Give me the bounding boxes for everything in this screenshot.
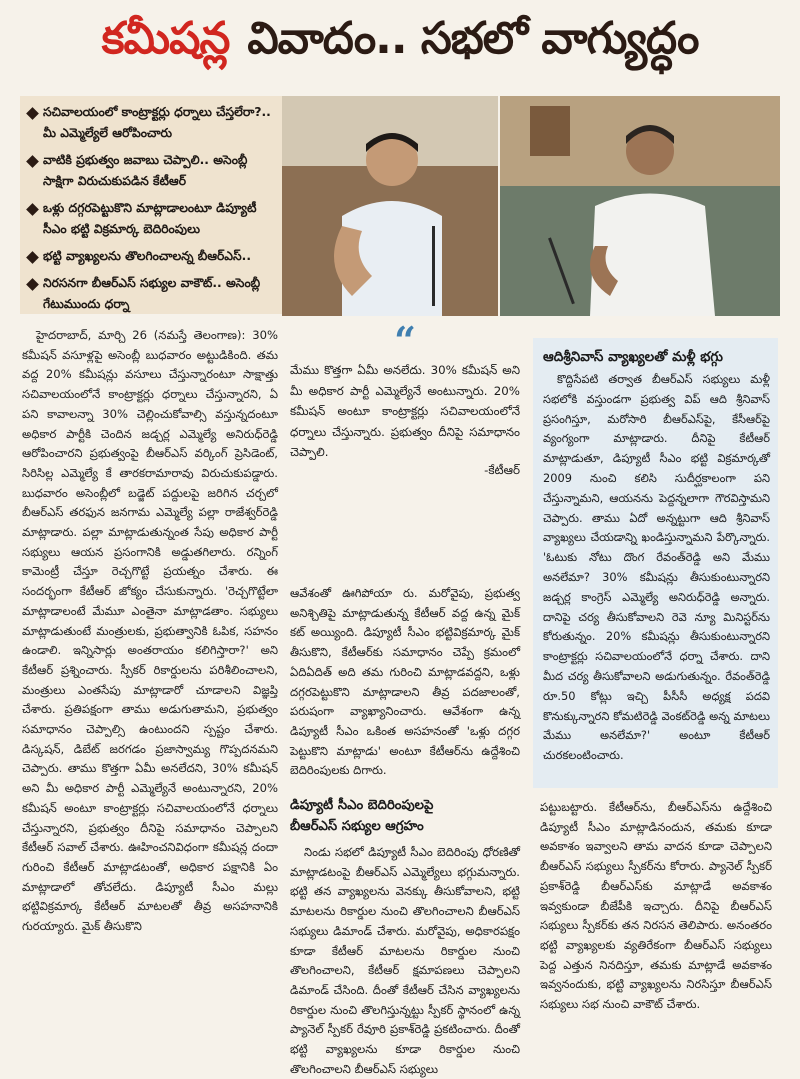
sidebar-box — [533, 338, 778, 788]
sidebar-paragraph: కొద్దిసేపటి తర్వాత బీఆర్‌ఎస్ సభ్యులు మళ్లీ సభలోకి వస్తుండగా ప్రభుత్వ విప్ ఆది శ్రీనివాస్ ప్రసంగిస్తూ, మరోసారి బీఆర్‌ఎస్‌పై, కేసీఆర్‌పై వ్యంగ్యంగా మాట్లాడారు. దీనిపై కేటీఆర్ మాట్లాడుతూ, డిప్యూటీ సీఎం భట్టి విక్రమార్కతో 2009 నుంచి కలిసి సుదీర్ఘకాలంగా పని చేస్తున్నామని, ఆయనను పెద్దన్నలాగా గౌరవిస్తామని చెప్పారు. తాము ఏదో అన్నట్టుగా ఆది శ్రీనివాస్ వ్యాఖ్యలు చేయడాన్ని ఖండిస్తున్నామని పేర్కొన్నారు. 'ఓటుకు నోటు దొంగ రేవంత్‌రెడ్డి అని మేము అనలేమా? 30% కమీషన్లు తీసుకుంటున్నారని జడ్చర్ల కాంగ్రెస్ ఎమ్మెల్యే అనిరుధ్‌రెడ్డి అన్నారు. దానిపై చర్య తీసుకోవాలని రెవె న్యూ మినిస్టర్‌ను కోరుతున్నం. 20% కమీషన్లు తీసుకుంటున్నారని కాంట్రాక్టర్లు సచివాలయంలోనే ధర్నా చేశారు. దాని మీద చర్య తీసుకోవాలని అడుగుతున్నం. రేవంత్‌రెడ్డి రూ.50 కోట్లు ఇచ్చి పీసీసీ అధ్యక్ష పదవి కొనుక్కున్నారని కోమటిరెడ్డి వెంకట్‌రెడ్డి అన్న మాటలు మేము అనలేమా?' అంటూ కేటీఆర్ చురకలంటించారు. — [543, 372, 770, 763]
headline-part2: వివాదం.. సభలో వాగ్యుద్ధం — [247, 13, 699, 64]
highlight-item — [28, 102, 274, 144]
highlight-text: నిరసనగా బీఆర్‌ఎస్ సభ్యుల వాకౌట్.. అసెంబ్లీ గేటుముందు ధర్నా — [43, 276, 261, 311]
photo-speaker-bhatti — [500, 96, 780, 316]
article-column-2 — [290, 584, 520, 1079]
quote-attribution: -కేటీఆర్ — [484, 462, 520, 477]
article-paragraph: ఆవేశంతో ఊగిపోయా రు. మరోవైపు, ప్రభుత్వ అనిశ్చితిపై మాట్లాడుతున్న కేటీఆర్ వద్ద ఉన్న మైక్ కట్ అయ్యింది. డిప్యూటీ సీఎం భట్టివిక్రమార్క మైక్ తీసుకొని, కేటీఆర్‌కు సమాధానం చెప్పే క్రమంలో ఏదిఏదిత్ అది తమ గురించి మాట్లాడవద్దని, ఒళ్లు దగ్గరపెట్టుకొని మాట్లాడాలని తీవ్ర పదజాలంతో, పరుషంగా వ్యాఖ్యానించారు. ఆవేశంగా ఉన్న డిప్యూటీ సీఎం ఒకింత అసహనంతో 'ఒళ్లు దగ్గర పెట్టుకొని మాట్లాడు' అంటూ కేటీఆర్‌ను ఉద్దేశించి బెదిరింపులకు దిగారు. — [290, 586, 520, 778]
diamond-bullet-icon — [26, 155, 39, 168]
highlight-text: భట్టి వ్యాఖ్యలను తొలగించాలన్న బీఆర్‌ఎస్.. — [43, 249, 252, 263]
highlight-text: వాటికి ప్రభుత్వం జవాబు చెప్పాలి.. అసెంబ్లీ సాక్షిగా విరుచుకుపడిన కేటీఆర్ — [43, 153, 248, 188]
article-column-1 — [22, 326, 278, 937]
quote-text: మేము కొత్తగా ఏమీ అనలేదు. 30% కమీషన్ అని మీ అధికార పార్టీ ఎమ్మెల్యేనే అంటున్నారు. 20% కమీషన్ అంటూ కాంట్రాక్టర్లు సచివాలయంలోనే ధర్నాలు చేస్తున్నారు. ప్రభుత్వం దీనిపై సమాధానం చెప్పాలి. — [290, 363, 520, 459]
highlight-text: ఒళ్లు దగ్గరపెట్టుకొని మాట్లాడాలంటూ డిప్యూటీ సీఎం భట్టి విక్రమార్క బెదిరింపులు — [43, 201, 257, 236]
highlight-text: సచివాలయంలో కాంట్రాక్టర్లు ధర్నాలు చేస్తలేరా?.. మీ ఎమ్మెల్యేలే ఆరోపించారు — [43, 105, 271, 140]
highlight-item — [28, 198, 274, 240]
subheading-deputy-cm: డిప్యూటీ సీఎం బెదిరింపులపై — [290, 798, 434, 814]
sidebar-body — [543, 370, 770, 766]
headline — [0, 0, 800, 88]
highlight-item — [28, 246, 274, 267]
quote-mark-icon: “ — [394, 318, 416, 363]
article-paragraph: నిండు సభలో డిప్యూటీ సీఎం బెదిరింపు ధోరణితో మాట్లాడటంపై బీఆర్‌ఎస్ ఎమ్మెల్యేలు భగ్గుమన్నారు. భట్టి తన వ్యాఖ్యలను వెనక్కు తీసుకోవాలని, భట్టి మాటలను రికార్డుల నుంచి తొలగించాలని బీఆర్‌ఎస్ సభ్యులు డిమాండ్ చేశారు. మరోవైపు, అధికారపక్షం కూడా కేటీఆర్ మాటలను రికార్డుల నుంచి తొలగించాలని, కేటీఆర్ క్షమాపణలు చెప్పాలని డిమాండ్ చేసింది. దీంతో కేటీఆర్ చేసిన వ్యాఖ్యలను రికార్డుల నుంచి తొలగిస్తున్నట్టు స్పీకర్ స్థానంలో ఉన్న ప్యానెల్ స్పీకర్ రేవూరి ప్రకాశ్‌రెడ్డి ప్రకటించారు. దీంతో భట్టి వ్యాఖ్యలను కూడా రికార్డుల నుంచి తొలగించాలని బీఆర్‌ఎస్ సభ్యులు — [290, 845, 520, 1076]
photo-speaker-ktr — [282, 96, 498, 316]
pull-quote — [290, 318, 520, 480]
article-paragraph: పట్టుబట్టారు. కేటీఆర్‌ను, బీఆర్‌ఎస్‌ను ఉద్దేశించి డిప్యూటీ సీఎం మాట్లాడినందున, తమకు కూడా అవకాశం ఇవ్వాలని తామ వాదన కూడా చెప్పాలని బీఆర్‌ఎస్ సభ్యులు స్పీకర్‌ను కోరారు. ప్యానెల్ స్పీకర్ ప్రకాశ్‌రెడ్డి బీఆర్‌ఎస్‌కు మాట్లాడే అవకాశం ఇవ్వకుండా బీజేపీకి ఇచ్చారు. దీనిపై బీఆర్‌ఎస్ సభ్యులు స్పీకర్‌కు తన నిరసన తెలిపారు. అనంతరం భట్టి వ్యాఖ్యలకు వ్యతిరేకంగా బీఆర్‌ఎస్ సభ్యులు పెద్ద ఎత్తున నినదిస్తూ, తమకు మాట్లాడే అవకాశం ఇవ్వనందుకు, భట్టి వ్యాఖ్యలను నిరసిస్తూ బీఆర్‌ఎస్ సభ్యులు సభ నుంచి వాకౌట్ చేశారు. — [540, 800, 772, 1012]
sidebar-title: ఆదిశ్రీనివాస్ వ్యాఖ్యలతో మళ్లీ భగ్గు — [543, 349, 723, 365]
diamond-bullet-icon — [26, 107, 39, 120]
highlights-box — [20, 96, 282, 314]
subheading-brs-anger: బీఆర్‌ఎస్ సభ్యుల ఆగ్రహం — [290, 819, 424, 835]
highlight-item — [28, 150, 274, 192]
diamond-bullet-icon — [26, 278, 39, 291]
diamond-bullet-icon — [26, 251, 39, 264]
article-paragraph: హైదరాబాద్, మార్చి 26 (నమస్తే తెలంగాణ): 30% కమీషన్ వసూళ్లపై అసెంబ్లీ బుధవారం అట్టుడికింది. తమ వద్ద 20% కమీషన్లు వసూలు చేస్తున్నారంటూ సాక్షాత్తు సచివాలయంలోనే కాంట్రాక్టర్లు ధర్నాలు చేస్తున్నారని, ఏ పని కావాలన్నా 30% చెల్లించుకోవాల్సి వస్తున్నదంటూ అధికార పార్టీకి చెందిన జడ్చర్ల ఎమ్మెల్యే అనిరుధ్‌రెడ్డి ఆరోపించారని ప్రభుత్వంపై బీఆర్‌ఎస్ వర్కింగ్ ప్రెసిడెంట్, సిరిసిల్ల ఎమ్మెల్యే కే తారకరామారావు విరుచుకుపడ్డారు. బుధవారం అసెంబ్లీలో బడ్జెట్ పద్దులపై జరిగిన చర్చలో బీఆర్‌ఎస్ తరఫున జనగామ ఎమ్మెల్యే పల్లా రాజేశ్వర్‌రెడ్డి మాట్లాడారు. పల్లా మాట్లాడుతున్నంత సేపు అధికార పార్టీ సభ్యులు ఆయన ప్రసంగానికి అడ్డుతగిలారు. రన్నింగ్ కామెంట్రీ చేస్తూ రెచ్చగొట్టే ప్రయత్నం చేశారు. ఈ సందర్భంగా కేటీఆర్ జోక్యం చేసుకున్నారు. 'రెచ్చగొట్టేలా మాట్లాడాలంటే మేమూ ఎంతైనా మాట్లాడతాం. సభ్యులు మాట్లాడుతుంటే మంత్రులకు, ప్రభుత్వానికి ఓపిక, సహనం ఉండాలి. ఇన్నిసార్లు అంతరాయం కలిగిస్తారా?' అని కేటీఆర్ ప్రశ్నించారు. స్పీకర్ రికార్డులను పరిశీలించాలని, మంత్రులు ఎంతసేపు మాట్లాడారో చూడాలని విజ్ఞప్తి చేశారు. ప్రతిపక్షంగా తాము అడుగుతామని, ప్రభుత్వం సమాధానం చెప్పాల్సి ఉంటుందని స్పష్టం చేశారు. డిస్కషన్, డిబేట్ జరగడం ప్రజాస్వామ్య గొప్పదనమని చెప్పారు. తాము కొత్తగా ఏమీ అనలేదని, 30% కమీషన్ అని మీ అధికార పార్టీ ఎమ్మెల్యేనే అంటున్నారని, 20% కమీషన్ అంటూ కాంట్రాక్టర్లు సచివాలయంలోనే ధర్నాలు చేస్తున్నారని, ప్రభుత్వం దీనిపై సమాధానం చెప్పాలని కేటీఆర్ సవాల్ చేశారు. ఊహించనివిధంగా కమీషన్ల దందా గురించి కేటీఆర్ మాట్లాడటంతో, అధికార పక్షానికి ఏం మాట్లాడాలో తోచలేదు. డిప్యూటీ సీఎం మల్లు భట్టివిక్రమార్క కేటీఆర్ మాటలతో తీవ్ర అసహనానికి గురయ్యారు. మైక్ తీసుకొని — [22, 328, 278, 934]
article-column-3 — [540, 798, 772, 1015]
headline-part1: కమీషన్ల — [101, 13, 230, 64]
diamond-bullet-icon — [26, 203, 39, 216]
highlight-item — [28, 273, 274, 315]
